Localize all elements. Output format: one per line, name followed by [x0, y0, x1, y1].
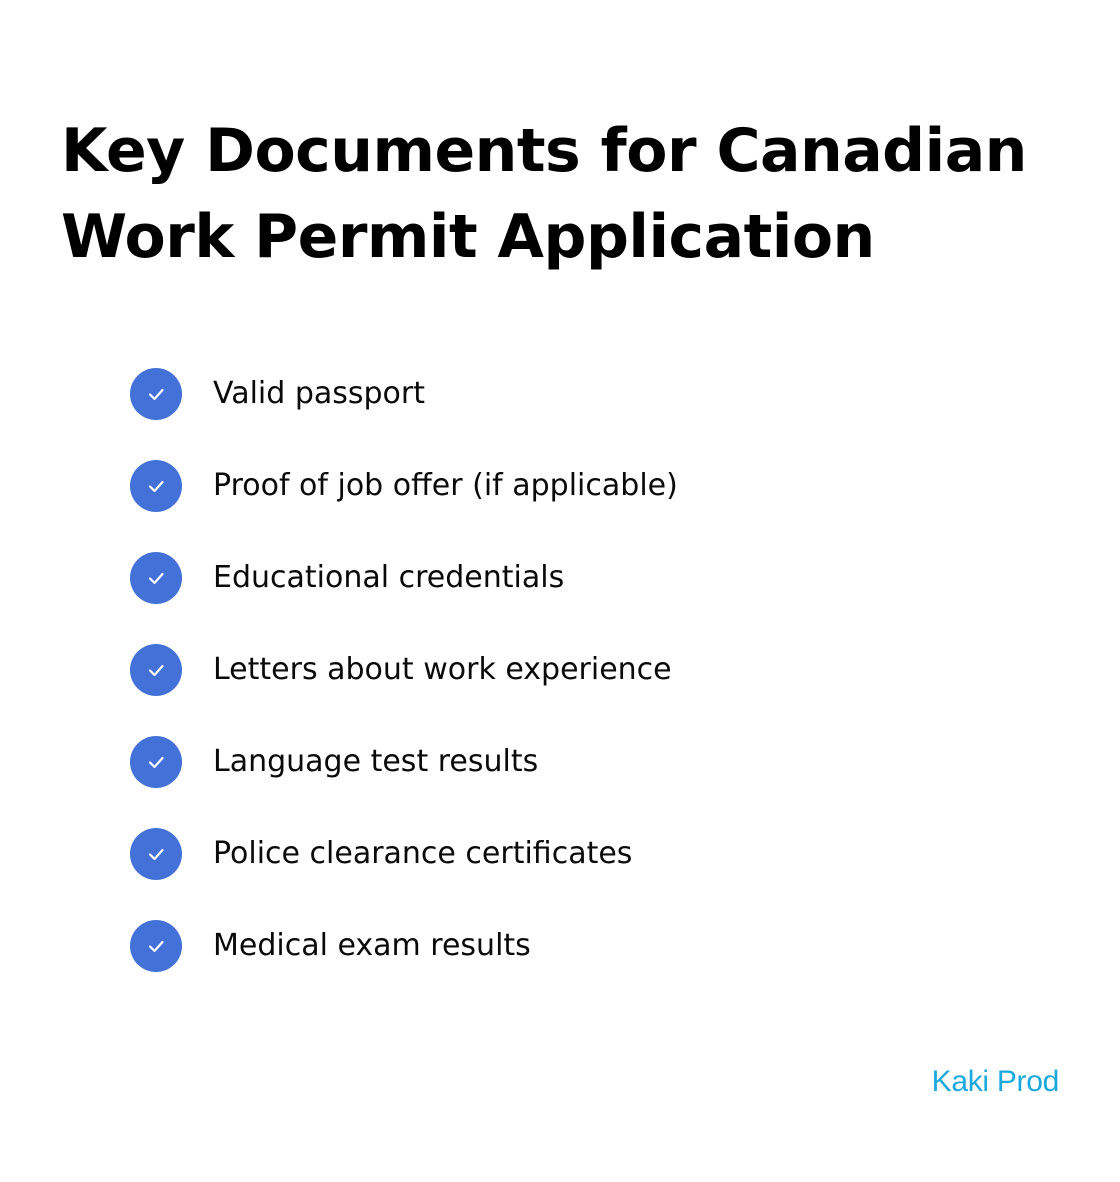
list-item-label: Language test results: [213, 744, 539, 779]
checkmark-icon: [130, 460, 182, 512]
checkmark-icon: [130, 368, 182, 420]
list-item: [130, 920, 678, 972]
list-item-label: Letters about work experience: [213, 652, 672, 687]
list-item: [130, 828, 678, 880]
list-item: [130, 552, 678, 604]
checkmark-icon: [130, 736, 182, 788]
brand-logo: Kaki Prod: [931, 1065, 1059, 1098]
checkmark-icon: [130, 644, 182, 696]
list-item-label: Proof of job offer (if applicable): [213, 468, 678, 503]
page-title: Key Documents for Canadian Work Permit Application: [61, 116, 1027, 272]
checkmark-icon: [130, 552, 182, 604]
list-item-label: Medical exam results: [213, 928, 531, 963]
checkmark-icon: [130, 920, 182, 972]
list-item-label: Police clearance certificates: [213, 836, 633, 871]
list-item: [130, 460, 678, 512]
list-item: [130, 736, 678, 788]
checkmark-icon: [130, 828, 182, 880]
list-item-label: Educational credentials: [213, 560, 565, 595]
list-item: [130, 644, 678, 696]
list-item: [130, 368, 678, 420]
list-item-label: Valid passport: [213, 376, 426, 411]
document-checklist: [130, 368, 678, 1012]
